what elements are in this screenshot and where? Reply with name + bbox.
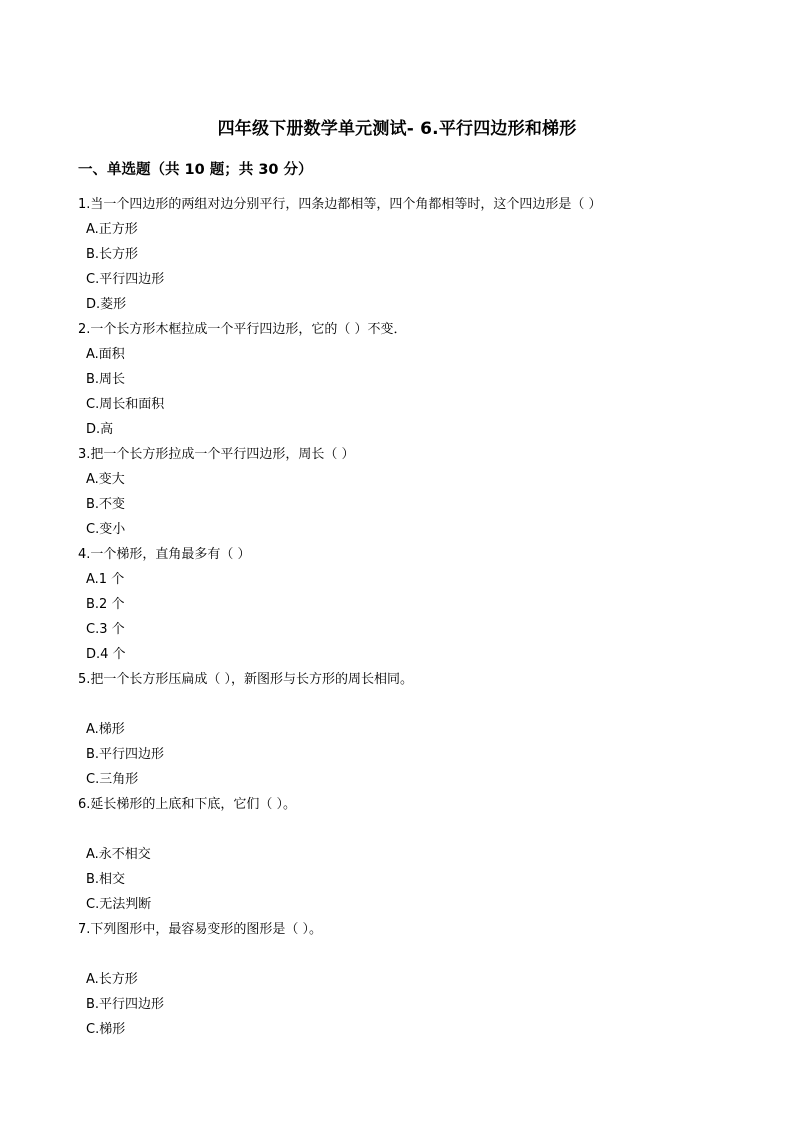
option-c: C.三角形 [86, 772, 139, 787]
question-stem: 7.下列图形中，最容易变形的图形是（ ）。 [78, 922, 323, 937]
option-b: B.相交 [86, 872, 126, 887]
option-b: B.平行四边形 [86, 997, 165, 1012]
option-b: B.2 个 [86, 597, 125, 612]
question-stem: 3.把一个长方形拉成一个平行四边形，周长（ ） [78, 447, 355, 462]
option-c: C.梯形 [86, 1022, 126, 1037]
option-c: C.无法判断 [86, 897, 152, 912]
option-a: A.正方形 [86, 222, 138, 237]
option-d: D.4 个 [86, 647, 126, 662]
option-a: A.1 个 [86, 572, 125, 587]
option-b: B.长方形 [86, 247, 139, 262]
option-d: D.菱形 [86, 297, 127, 312]
option-a: A.永不相交 [86, 847, 151, 862]
question-6 [78, 792, 718, 917]
option-b: B.周长 [86, 372, 126, 387]
option-b: B.不变 [86, 497, 126, 512]
question-stem: 6.延长梯形的上底和下底，它们（ ）。 [78, 797, 297, 812]
option-c: C.平行四边形 [86, 272, 165, 287]
answer-gap [78, 817, 718, 842]
question-list [78, 192, 718, 1042]
answer-gap [78, 692, 718, 717]
option-b: B.平行四边形 [86, 747, 165, 762]
section-heading: 一、单选题（共 10 题；共 30 分） [78, 162, 313, 178]
question-2 [78, 317, 718, 442]
document-title: 四年级下册数学单元测试- 6.平行四边形和梯形 [217, 119, 577, 139]
question-stem: 2.一个长方形木框拉成一个平行四边形，它的（ ）不变． [78, 322, 407, 337]
question-1 [78, 192, 718, 317]
option-c: C.3 个 [86, 622, 125, 637]
option-a: A.长方形 [86, 972, 138, 987]
question-stem: 4.一个梯形，直角最多有（ ） [78, 547, 251, 562]
question-5 [78, 667, 718, 792]
option-a: A.变大 [86, 472, 125, 487]
question-7 [78, 917, 718, 1042]
option-a: A.面积 [86, 347, 125, 362]
option-c: C.变小 [86, 522, 126, 537]
question-3 [78, 442, 718, 542]
option-a: A.梯形 [86, 722, 125, 737]
option-c: C.周长和面积 [86, 397, 165, 412]
option-d: D.高 [86, 422, 114, 437]
answer-gap [78, 942, 718, 967]
question-stem: 1.当一个四边形的两组对边分别平行，四条边都相等，四个角都相等时，这个四边形是（ ） [78, 197, 602, 212]
question-stem: 5.把一个长方形压扁成（ ），新图形与长方形的周长相同。 [78, 672, 414, 687]
question-4 [78, 542, 718, 667]
